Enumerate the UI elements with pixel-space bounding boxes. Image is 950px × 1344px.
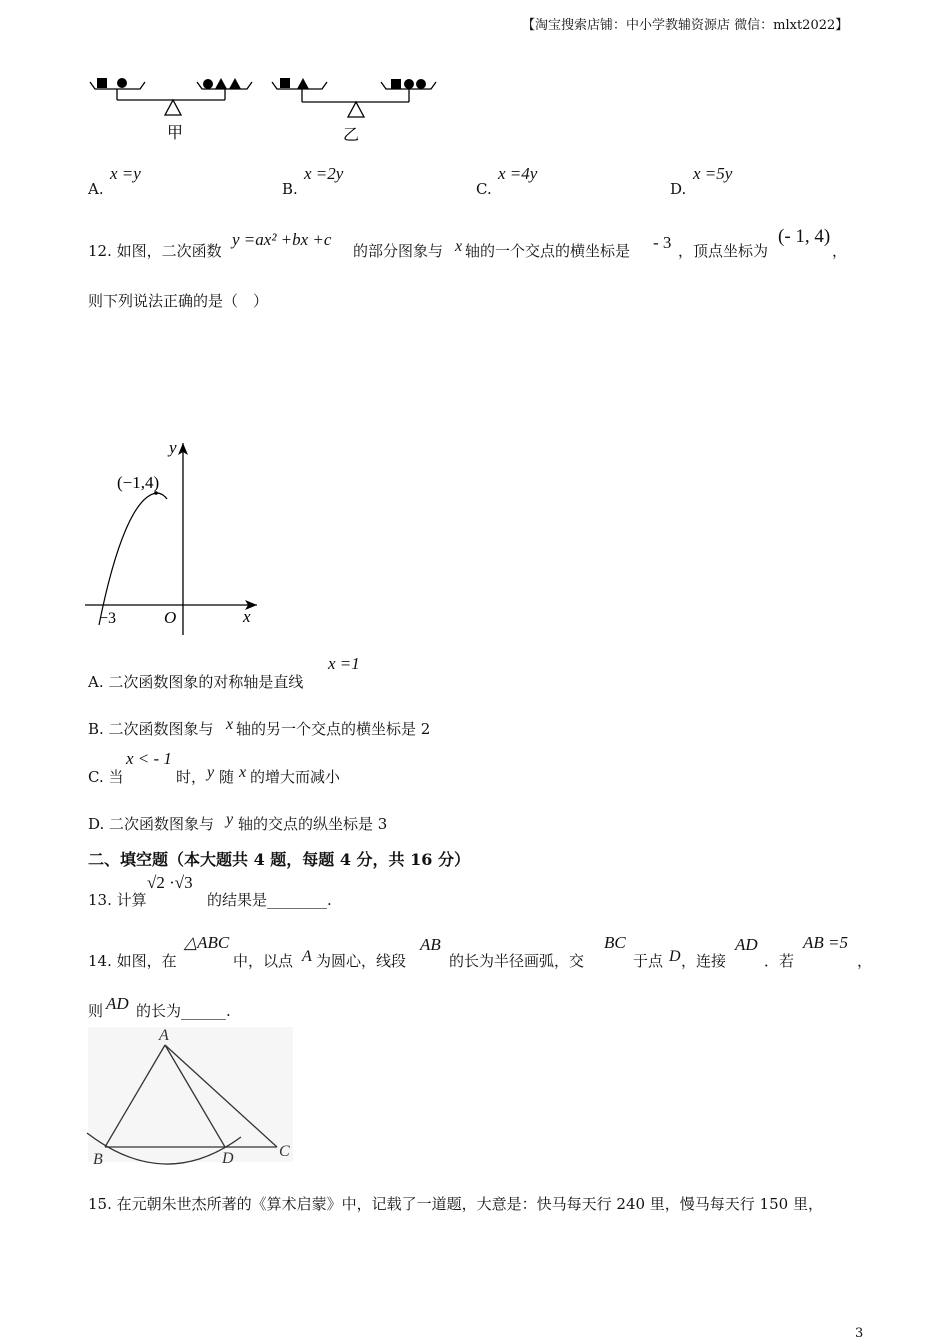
- q12-prefix: 12. 如图，二次函数: [88, 242, 222, 260]
- q11-option-d-expr: x =5y: [693, 164, 733, 183]
- x-axis-label: x: [243, 607, 251, 626]
- q11-option-b-expr: x =2y: [304, 164, 344, 183]
- q14-s5: ，连接: [681, 952, 727, 970]
- triangle-shape: [229, 78, 241, 89]
- q12-line2: 则下列说法正确的是（ ）: [88, 292, 269, 310]
- q12-option-c-mid: 时，: [176, 768, 207, 786]
- q12-option-c-var2: x: [239, 764, 247, 781]
- q11-option-a-letter: A.: [88, 180, 104, 198]
- q11-option-b-letter: B.: [282, 180, 298, 198]
- q13-expr: √2 ·√3: [147, 873, 193, 892]
- q14-s4: 于点: [633, 952, 664, 970]
- q13-prefix: 13. 计算: [88, 891, 147, 909]
- q14-segment-ad: AD: [735, 935, 758, 954]
- q14-line2-post: 的长为______.: [136, 1002, 231, 1020]
- q12-root: - 3: [653, 233, 672, 252]
- q14-triangle: △ABC: [184, 933, 230, 952]
- q14-segment-bc: BC: [604, 933, 626, 952]
- q14-prefix: 14. 如图，在: [88, 952, 177, 970]
- scale-yi-label: 乙: [343, 127, 360, 144]
- y-axis-label: y: [169, 438, 177, 457]
- label-c: C: [279, 1143, 290, 1160]
- q14-segment-ab: AB: [420, 935, 441, 954]
- q14-s3: 的长为半径画弧，交: [449, 952, 585, 970]
- circle-shape: [117, 78, 127, 88]
- circle-shape: [404, 79, 414, 89]
- scale-jia: [90, 78, 252, 142]
- q14-line2-var: AD: [106, 994, 129, 1013]
- q14-point-d: D: [669, 948, 681, 965]
- q12-option-c-mid2: 随: [219, 768, 235, 786]
- q12-option-a: A. 二次函数图象的对称轴是直线: [88, 673, 304, 691]
- q14-s7: ，: [857, 952, 873, 970]
- label-a: A: [159, 1027, 169, 1044]
- q14-equation: AB =5: [803, 933, 848, 952]
- q12-option-a-expr: x =1: [328, 654, 360, 673]
- q12-option-c-post: 的增大而减小: [250, 768, 341, 786]
- parabola-graph: [85, 435, 265, 640]
- q14-point-a: A: [302, 948, 312, 965]
- circle-shape: [416, 79, 426, 89]
- page-number: 3: [855, 1326, 864, 1341]
- q12-option-d-post: 轴的交点的纵坐标是 3: [238, 815, 388, 833]
- q12-x-var: x: [455, 238, 463, 255]
- q12-option-c-var1: y: [207, 764, 215, 781]
- q12-option-c-pre: C. 当: [88, 768, 124, 786]
- q12-option-d-pre: D. 二次函数图象与: [88, 815, 215, 833]
- q12-option-b-pre: B. 二次函数图象与: [88, 720, 214, 738]
- root-label: −3: [99, 610, 117, 627]
- q12-mid1: 的部分图象与: [353, 242, 444, 260]
- origin-label: O: [164, 608, 177, 627]
- balance-scales-figure: [85, 70, 455, 150]
- q11-option-d-letter: D.: [670, 180, 687, 198]
- label-b: B: [93, 1151, 103, 1168]
- scale-jia-label: 甲: [167, 125, 184, 142]
- q15-text: 15. 在元朝朱世杰所著的《算术启蒙》中，记载了一道题，大意是：快马每天行 240 里，慢马每天行 150 里，: [88, 1195, 823, 1213]
- vertex-label: (−1,4): [117, 473, 160, 492]
- q12-option-c-expr: x < - 1: [126, 749, 172, 768]
- q12-option-b-var: x: [226, 716, 234, 733]
- q12-vertex: (- 1, 4): [778, 226, 831, 247]
- label-d: D: [222, 1150, 234, 1167]
- circle-shape: [203, 79, 213, 89]
- q14-s1: 中，以点: [233, 952, 294, 970]
- section-2-title: 二、填空题（本大题共 4 题，每题 4 分，共 16 分）: [88, 850, 470, 869]
- q12-function: y =ax² +bx +c: [232, 230, 332, 249]
- square-shape: [97, 78, 107, 88]
- q11-option-a-expr: x =y: [110, 164, 141, 183]
- q14-line2-pre: 则: [88, 1002, 104, 1020]
- scale-yi: [272, 78, 436, 144]
- square-shape: [391, 79, 401, 89]
- q12-mid3: ，顶点坐标为: [678, 242, 769, 260]
- q12-option-b-post: 轴的另一个交点的横坐标是 2: [236, 720, 431, 738]
- square-shape: [280, 78, 290, 88]
- q12-mid2: 轴的一个交点的横坐标是: [465, 242, 631, 260]
- figure-background: [88, 1027, 293, 1162]
- q11-option-c-expr: x =4y: [498, 164, 538, 183]
- q12-end: ，: [832, 242, 848, 260]
- q14-s2: 为圆心，线段: [316, 952, 407, 970]
- triangle-arc-figure: [85, 1025, 300, 1170]
- triangle-shape: [297, 78, 309, 89]
- triangle-shape: [215, 78, 227, 89]
- q11-option-c-letter: C.: [476, 180, 492, 198]
- q12-option-d-var: y: [226, 811, 234, 828]
- q13-suffix: 的结果是________.: [207, 891, 332, 909]
- page-header: 【淘宝搜索店铺：中小学教辅资源店 微信：mlxt2022】: [522, 18, 849, 33]
- q14-s6: ．若: [764, 952, 795, 970]
